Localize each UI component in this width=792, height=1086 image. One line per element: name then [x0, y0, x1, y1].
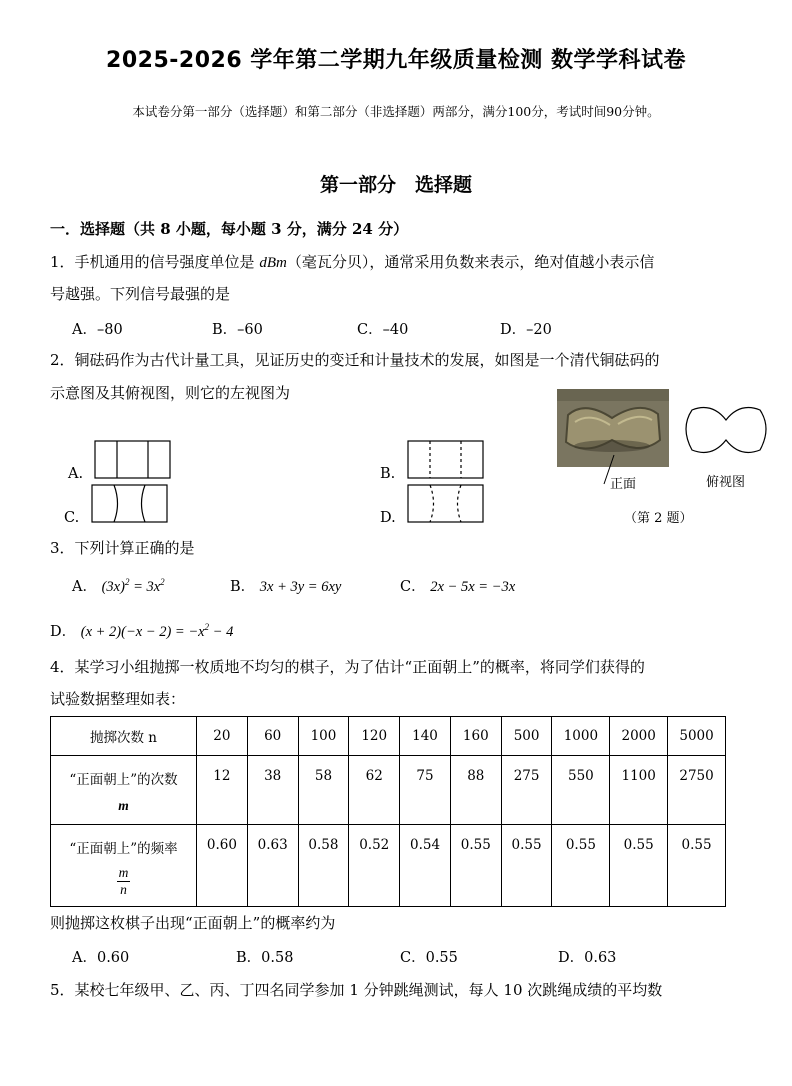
table-row [51, 756, 726, 825]
q1-unit: dBm [259, 255, 287, 271]
m-value-cell: 62 [349, 756, 400, 825]
q3-option-a-expr [102, 579, 165, 595]
q3-option-c-expr: 2x − 5x = −3x [430, 579, 516, 595]
exam-title: 2025-2026 学年第二学期九年级质量检测 数学学科试卷 [106, 48, 686, 73]
q4-stem-line1: 4．某学习小组抛掷一枚质地不均匀的棋子，为了估计“正面朝上”的概率，将同学们获得的 [50, 658, 645, 676]
table-row [51, 717, 726, 756]
q5-stem-line1: 5．某校七年级甲、乙、丙、丁四名同学参加 1 分钟跳绳测试，每人 10 次跳绳成绩的平均数 [50, 981, 663, 999]
m-value-cell: 58 [298, 756, 349, 825]
q3-a-base: (3x) [101, 579, 125, 595]
q1-stem-line2: 号越强。下列信号最强的是 [50, 285, 231, 303]
q3-option-d-expr [81, 624, 234, 640]
q3-a-exp1: 2 [124, 577, 130, 588]
n-value-cell: 120 [349, 717, 400, 756]
n-value-cell: 160 [450, 717, 501, 756]
photo-label: 正面 [610, 477, 637, 492]
m-value-cell: 38 [247, 756, 298, 825]
top-view-label: 俯视图 [706, 475, 746, 490]
m-value-cell: 12 [197, 756, 248, 825]
row-freq-header-text: “正面朝上”的频率 [69, 841, 178, 857]
freq-numerator: m [118, 865, 129, 880]
m-value-cell: 88 [450, 756, 501, 825]
n-value-cell: 500 [501, 717, 552, 756]
section-heading: 一．选择题（共 8 小题，每小题 3 分，满分 24 分） [50, 220, 409, 238]
freq-denominator: n [120, 882, 127, 897]
q3-a-exp2: 2 [160, 577, 165, 588]
m-value-cell: 275 [501, 756, 552, 825]
freq-value-cell: 0.52 [349, 825, 400, 907]
q1-option-c: C．–40 [357, 322, 409, 338]
n-value-cell: 60 [247, 717, 298, 756]
q2-option-d-label: D. [380, 510, 396, 526]
n-value-cell: 100 [298, 717, 349, 756]
n-value-cell: 20 [197, 717, 248, 756]
row-m-var: m [118, 798, 129, 813]
q3-option-d [50, 620, 233, 641]
q2-option-a-figure [95, 441, 170, 478]
q2-option-c-label: C. [64, 510, 80, 526]
freq-value-cell: 0.55 [501, 825, 552, 907]
freq-fraction [117, 865, 131, 898]
q1-stem-part-b: （毫瓦分贝），通常采用负数来表示，绝对值越小表示信 [286, 253, 655, 271]
q2-stem-line2: 示意图及其俯视图，则它的左视图为 [50, 384, 291, 402]
freq-value-cell: 0.55 [552, 825, 610, 907]
freq-value-cell: 0.55 [610, 825, 668, 907]
freq-value-cell: 0.55 [450, 825, 501, 907]
m-value-cell: 2750 [668, 756, 726, 825]
part-heading: 第一部分 选择题 [319, 174, 472, 196]
q3-stem: 3．下列计算正确的是 [50, 539, 195, 557]
exam-note: 本试卷分第一部分（选择题）和第二部分（非选择题）两部分，满分100分，考试时间90分钟。 [132, 104, 660, 119]
freq-value-cell: 0.54 [400, 825, 451, 907]
q3-d-pre: (x + 2)(−x − 2) = −x [80, 624, 205, 640]
bronze-weight-photo [557, 389, 669, 484]
q4-question: 则抛掷这枚棋子出现“正面朝上”的概率约为 [50, 914, 336, 932]
q4-data-table [50, 716, 726, 907]
m-value-cell: 75 [400, 756, 451, 825]
q2-option-a-label: A. [68, 466, 84, 482]
top-view-figure [686, 408, 766, 453]
q2-option-d-figure [408, 485, 483, 522]
m-value-cell: 550 [552, 756, 610, 825]
n-value-cell: 1000 [552, 717, 610, 756]
q1-option-d: D．–20 [500, 322, 552, 338]
q4-stem-line2: 试验数据整理如表： [50, 690, 186, 708]
q1-option-b: B．–60 [212, 322, 263, 338]
n-value-cell: 140 [400, 717, 451, 756]
q3-option-c [400, 575, 515, 596]
q3-a-mid: = 3x [129, 579, 161, 595]
row-freq-fraction [51, 865, 196, 898]
q3-option-a-label: A． [72, 579, 97, 595]
q3-option-b-expr: 3x + 3y = 6xy [259, 579, 342, 595]
q3-option-b [230, 575, 341, 596]
freq-value-cell: 0.55 [668, 825, 726, 907]
freq-value-cell: 0.63 [247, 825, 298, 907]
q3-option-b-label: B． [230, 579, 256, 595]
q2-option-c-figure [92, 485, 167, 522]
figure-caption: （第 2 题） [624, 511, 693, 526]
row-m-header [51, 756, 197, 825]
n-value-cell: 2000 [610, 717, 668, 756]
q2-option-b-label: B. [380, 466, 396, 482]
q3-option-d-label: D． [50, 624, 77, 640]
q4-option-b: B．0.58 [236, 950, 294, 966]
q3-d-exp: 2 [204, 622, 210, 633]
row-m-header-text: “正面朝上”的次数 [69, 772, 178, 788]
freq-value-cell: 0.60 [197, 825, 248, 907]
q4-option-a: A．0.60 [72, 950, 130, 966]
q1-stem-part-a: 1．手机通用的信号强度单位是 [50, 253, 260, 271]
freq-value-cell: 0.58 [298, 825, 349, 907]
q3-option-c-label: C． [400, 579, 426, 595]
q2-option-b-figure [408, 441, 483, 478]
row-freq-header [51, 825, 197, 907]
q2-stem-line1: 2．铜砝码作为古代计量工具，见证历史的变迁和计量技术的发展，如图是一个清代铜砝码的 [50, 351, 660, 369]
n-value-cell: 5000 [668, 717, 726, 756]
q4-option-c: C．0.55 [400, 950, 458, 966]
q4-option-d: D．0.63 [558, 950, 617, 966]
q3-d-post: − 4 [209, 624, 234, 640]
table-row [51, 825, 726, 907]
q3-option-a [72, 575, 165, 596]
q1-option-a: A．–80 [72, 322, 123, 338]
m-value-cell: 1100 [610, 756, 668, 825]
row-n-header: 抛掷次数 n [51, 717, 197, 756]
